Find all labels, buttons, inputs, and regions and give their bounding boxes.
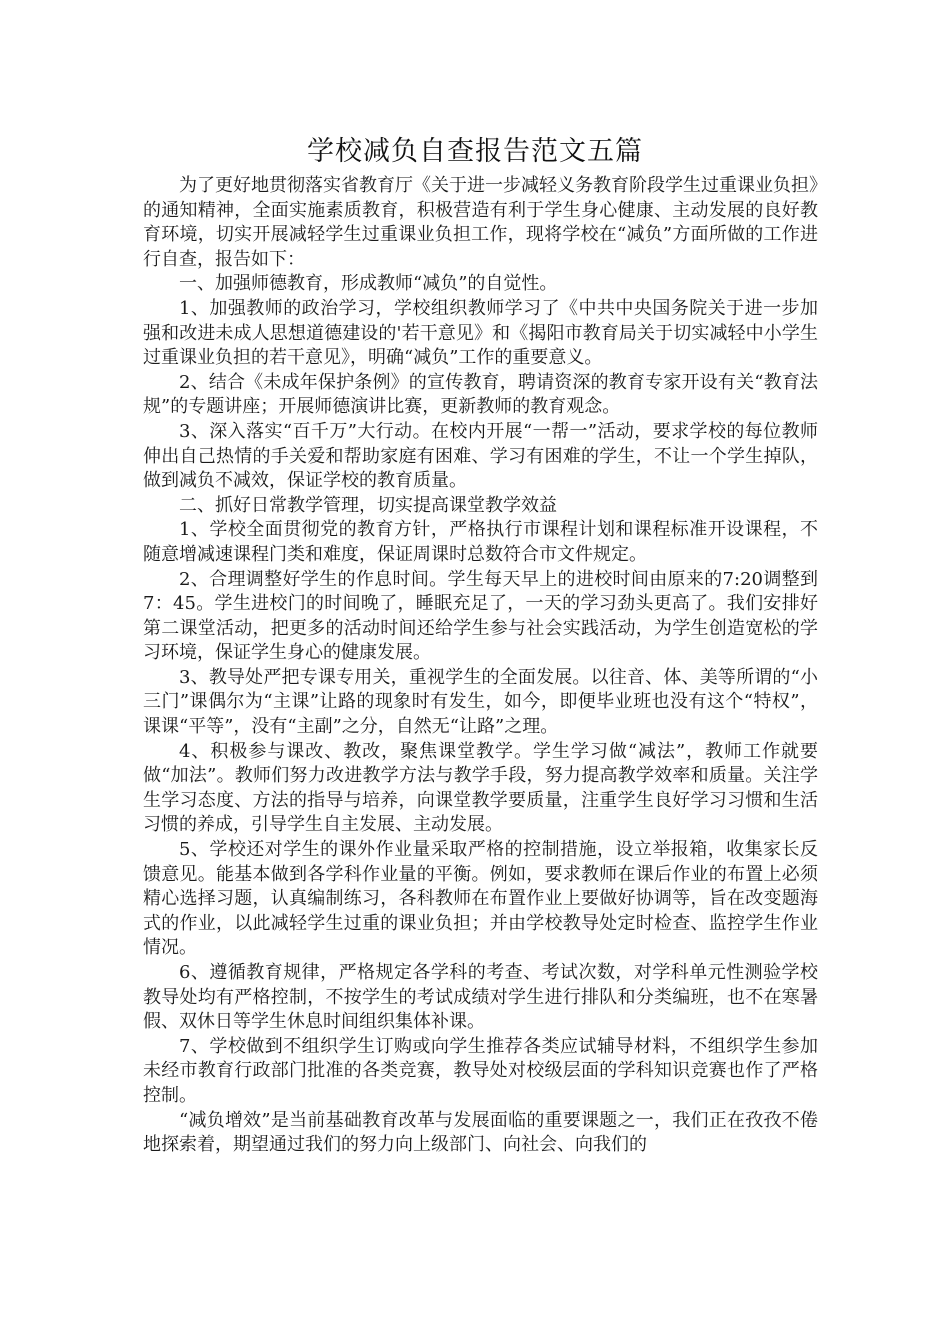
paragraph-2-5: 5、学校还对学生的课外作业量采取严格的控制措施，设立举报箱，收集家长反馈意见。能基本做到各学科作业量的平衡。例如，要求教师在课后作业的布置上必须精心选择习题，认真编制练习，各科教师在布置作业上要做好协调等，旨在改变题海式的作业，以此减轻学生过重的课业负担；并由学校教导处定时检查、监控学生作业情况。	[143, 839, 818, 959]
paragraph-1-2: 2、结合《未成年保护条例》的宣传教育，聘请资深的教育专家开设有关“教育法规”的专题讲座；开展师德演讲比赛，更新教师的教育观念。	[143, 371, 818, 418]
paragraph-1-1: 1、加强教师的政治学习，学校组织教师学习了《中共中央国务院关于进一步加强和改进未成人思想道德建设的'若干意见》和《揭阳市教育局关于切实减轻中小学生过重课业负担的若干意见》，明确“减负”工作的重要意义。	[143, 297, 818, 369]
section-heading-1: 一、加强师德教育，形成教师“减负”的自觉性。	[179, 273, 558, 295]
section-heading-2: 二、抓好日常教学管理，切实提高课堂教学效益	[179, 494, 557, 516]
document-title: 学校减负自查报告范文五篇	[307, 136, 643, 167]
paragraph-2-2: 2、合理调整好学生的作息时间。学生每天早上的进校时间由原来的7:20调整到7：45。学生进校门的时间晚了，睡眠充足了，一天的学习劲头更高了。我们安排好第二课堂活动，把更多的活动时间还给学生参与社会实践活动，为学生创造宽松的学习环境，保证学生身心的健康发展。	[143, 568, 818, 664]
paragraph-closing: “减负增效”是当前基础教育改革与发展面临的重要课题之一，我们正在孜孜不倦地探索着，期望通过我们的努力向上级部门、向社会、向我们的	[143, 1109, 818, 1156]
document-body	[143, 174, 818, 1158]
paragraph-2-6: 6、遵循教育规律，严格规定各学科的考查、考试次数，对学科单元性测验学校教导处均有严格控制，不按学生的考试成绩对学生进行排队和分类编班，也不在寒暑假、双休日等学生休息时间组织集体补课。	[143, 962, 818, 1033]
paragraph-2-7: 7、学校做到不组织学生订购或向学生推荐各类应试辅导材料，不组织学生参加未经市教育行政部门批准的各类竞赛，教导处对校级层面的学科知识竞赛也作了严格控制。	[143, 1035, 818, 1106]
paragraph-2-4: 4、积极参与课改、教改，聚焦课堂教学。学生学习做“减法”，教师工作就要做“加法”。教师们努力改进教学方法与教学手段，努力提高教学效率和质量。关注学生学习态度、方法的指导与培养，向课堂教学要质量，注重学生良好学习习惯和生活习惯的养成，引导学生自主发展、主动发展。	[143, 740, 818, 836]
paragraph-intro: 为了更好地贯彻落实省教育厅《关于进一步减轻义务教育阶段学生过重课业负担》的通知精神，全面实施素质教育，积极营造有利于学生身心健康、主动发展的良好教育环境，切实开展减轻学生过重课业负担工作，现将学校在“减负”方面所做的工作进行自查，报告如下：	[143, 175, 818, 270]
paragraph-2-3: 3、教导处严把专课专用关，重视学生的全面发展。以往音、体、美等所谓的“小三门”课偶尔为“主课”让路的现象时有发生，如今，即便毕业班也没有这个“特权”，课课“平等”，没有“主副”之分，自然无“让路”之理。	[143, 666, 818, 738]
paragraph-1-3: 3、深入落实“百千万”大行动。在校内开展“一帮一”活动，要求学校的每位教师伸出自己热情的手关爱和帮助家庭有困难、学习有困难的学生，不让一个学生掉队，做到减负不减效，保证学校的教育质量。	[143, 420, 818, 492]
paragraph-2-1: 1、学校全面贯彻党的教育方针，严格执行市课程计划和课程标准开设课程，不随意增减速课程门类和难度，保证周课时总数符合市文件规定。	[143, 519, 818, 565]
